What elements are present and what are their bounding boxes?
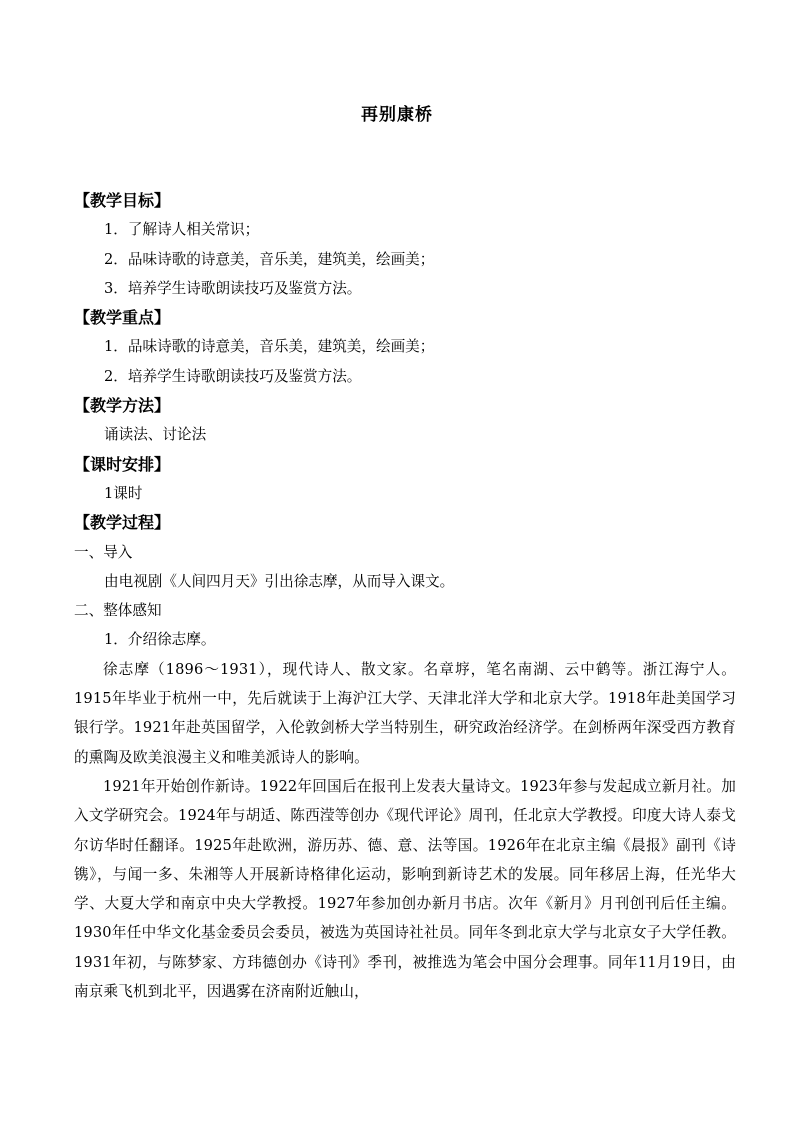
objective-item-3: 3．培养学生诗歌朗读技巧及鉴赏方法。 xyxy=(104,279,362,297)
page-title: 再别康桥 xyxy=(361,105,433,125)
key-point-item-2: 2．培养学生诗歌朗读技巧及鉴赏方法。 xyxy=(104,367,362,385)
process-heading: 【教学过程】 xyxy=(74,513,171,533)
key-points-heading: 【教学重点】 xyxy=(74,308,171,328)
objectives-heading: 【教学目标】 xyxy=(74,191,171,210)
key-point-item-1: 1．品味诗歌的诗意美，音乐美，建筑美，绘画美； xyxy=(104,338,435,356)
objective-item-2: 2．品味诗歌的诗意美，音乐美，建筑美，绘画美； xyxy=(104,250,435,268)
document-body xyxy=(74,186,736,1006)
overview-item: 1．介绍徐志摩。 xyxy=(104,631,216,649)
schedule-heading: 【课时安排】 xyxy=(74,454,171,474)
methods-text: 诵读法、讨论法 xyxy=(104,426,207,444)
objective-item-1: 1．了解诗人相关常识； xyxy=(104,221,260,239)
biography-paragraph-1: 徐志摩（1896～1931），现代诗人、散文家。名章垿，笔名南湖、云中鹤等。浙江海宁人。1915年毕业于杭州一中，先后就读于上海沪江大学、天津北洋大学和北京大学。1918年赴美国学习银行学。1921年赴英国留学，入伦敦剑桥大学当特别生，研究政治经济学。在剑桥两年深受西方教育的熏陶及欧美浪漫主义和唯美派诗人的影响。 xyxy=(74,660,736,766)
overview-heading: 二、整体感知 xyxy=(74,602,162,620)
biography-paragraph-2: 1921年开始创作新诗。1922年回国后在报刊上发表大量诗文。1923年参与发起成立新月社。加入文学研究会。1924年与胡适、陈西滢等创办《现代评论》周刊，任北京大学教授。印度大诗人泰戈尔访华时任翻译。1925年赴欧洲，游历苏、德、意、法等国。1926年在北京主编《晨报》副刊《诗镌》，与闻一多、朱湘等人开展新诗格律化运动，影响到新诗艺术的发展。同年移居上海，任光华大学、大夏大学和南京中央大学教授。1927年参加创办新月书店。次年《新月》月刊创刊后任主编。1930年任中华文化基金委员会委员，被选为英国诗社社员。同年冬到北京大学与北京女子大学任教。1931年初，与陈梦家、方玮德创办《诗刊》季刊，被推选为笔会中国分会理事。同年11月19日，由南京乘飞机到北平，因遇雾在济南附近触山， xyxy=(74,777,736,1001)
schedule-text: 1课时 xyxy=(104,484,143,502)
intro-heading: 一、导入 xyxy=(74,543,133,561)
intro-text: 由电视剧《人间四月天》引出徐志摩，从而导入课文。 xyxy=(104,572,455,590)
methods-heading: 【教学方法】 xyxy=(74,396,171,416)
